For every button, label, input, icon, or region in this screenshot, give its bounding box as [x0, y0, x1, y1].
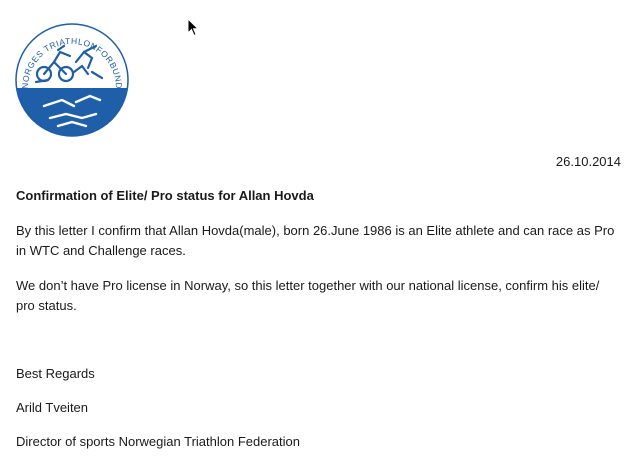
letter-subject: Confirmation of Elite/ Pro status for Allan Hovda: [16, 188, 314, 203]
body-paragraph-license: We don’t have Pro license in Norway, so this letter together with our national license, confirm his elite/ pro status.: [16, 278, 600, 313]
letter-date: 26.10.2014: [555, 154, 621, 169]
mouse-pointer-icon: [187, 18, 199, 37]
body-paragraph-confirmation: By this letter I confirm that Allan Hovda(male), born 26.June 1986 is an Elite athlete and can race as Pro in WTC and Challenge races.: [16, 223, 615, 258]
logo-ring-text: NORGES TRIATHLONFORBUND: [19, 35, 125, 90]
signer-title: Director of sports Norwegian Triathlon Federation: [16, 434, 300, 449]
signer-name: Arild Tveiten: [16, 400, 89, 415]
norges-triathlonforbund-logo: [14, 22, 130, 138]
closing-salutation: Best Regards: [16, 366, 95, 381]
